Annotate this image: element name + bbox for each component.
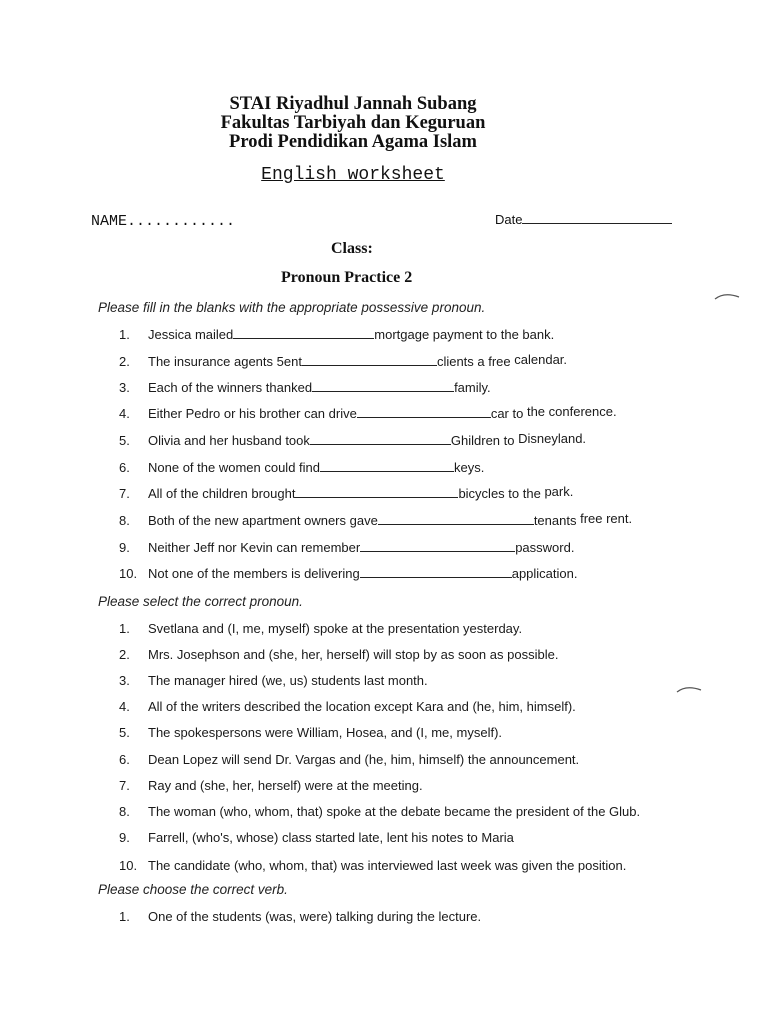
answer-blank[interactable] xyxy=(378,513,534,525)
answer-blank[interactable] xyxy=(312,380,454,392)
list-item: 8. Both of the new apartment owners gave tenants free rent. xyxy=(119,511,633,528)
list-item: 9. Neither Jeff nor Kevin can remember password. xyxy=(119,540,575,555)
faculty-name: Fakultas Tarbiyah dan Keguruan xyxy=(220,113,486,133)
class-label: Class: xyxy=(331,240,373,257)
list-item: 6. None of the women could find keys. xyxy=(119,460,485,475)
answer-blank[interactable] xyxy=(233,327,374,339)
section1-instruction: Please fill in the blanks with the appropriate possessive pronoun. xyxy=(98,300,486,315)
scan-mark-icon xyxy=(714,293,740,301)
name-label: NAME............ xyxy=(91,213,236,230)
date-blank[interactable] xyxy=(522,212,672,224)
list-item: 7. All of the children brought bicycles to the park. xyxy=(119,484,574,501)
answer-blank[interactable] xyxy=(357,406,491,418)
answer-blank[interactable] xyxy=(360,540,515,552)
answer-blank[interactable] xyxy=(295,486,458,498)
list-item: 6. Dean Lopez will send Dr. Vargas and (he, him, himself) the announcement. xyxy=(119,752,580,767)
date-field[interactable] xyxy=(495,212,672,227)
answer-blank[interactable] xyxy=(320,460,454,472)
section2-instruction: Please select the correct pronoun. xyxy=(98,594,303,609)
list-item: 3. The manager hired (we, us) students last month. xyxy=(119,673,428,688)
list-item: 1. Svetlana and (I, me, myself) spoke at the presentation yesterday. xyxy=(119,621,523,636)
section3-instruction: Please choose the correct verb. xyxy=(98,882,288,897)
program-name: Prodi Pendidikan Agama Islam xyxy=(229,132,477,152)
list-item: 5. The spokespersons were William, Hosea, and (I, me, myself). xyxy=(119,725,503,740)
date-label: Date xyxy=(495,212,523,227)
practice-title: Pronoun Practice 2 xyxy=(281,269,413,286)
list-item: 8. The woman (who, whom, that) spoke at the debate became the president of the Glub. xyxy=(119,804,641,819)
worksheet-title: English worksheet xyxy=(261,165,445,185)
list-item: 5. Olivia and her husband took Ghildren to Disneyland. xyxy=(119,431,587,448)
list-item: 7. Ray and (she, her, herself) were at the meeting. xyxy=(119,778,423,793)
list-item: 3. Each of the winners thanked family. xyxy=(119,380,491,395)
list-item: 4. All of the writers described the location except Kara and (he, him, himself). xyxy=(119,699,576,714)
answer-blank[interactable] xyxy=(310,433,451,445)
list-item: 2. Mrs. Josephson and (she, her, herself) will stop by as soon as possible. xyxy=(119,647,559,662)
answer-blank[interactable] xyxy=(360,566,512,578)
list-item: 1. Jessica mailed mortgage payment to the bank. xyxy=(119,327,555,342)
list-item: 2. The insurance agents 5ent clients a free calendar. xyxy=(119,352,568,369)
list-item: 10. The candidate (who, whom, that) was interviewed last week was given the position. xyxy=(119,858,627,873)
list-item: 10. Not one of the members is delivering application. xyxy=(119,566,578,581)
scan-mark-icon xyxy=(676,686,702,694)
answer-blank[interactable] xyxy=(302,354,437,366)
list-item: 4. Either Pedro or his brother can drive car to the conference. xyxy=(119,404,617,421)
institution-name: STAI Riyadhul Jannah Subang xyxy=(229,94,477,114)
list-item: 1. One of the students (was, were) talking during the lecture. xyxy=(119,909,482,924)
list-item: 9. Farrell, (who's, whose) class started late, lent his notes to Maria xyxy=(119,830,514,845)
